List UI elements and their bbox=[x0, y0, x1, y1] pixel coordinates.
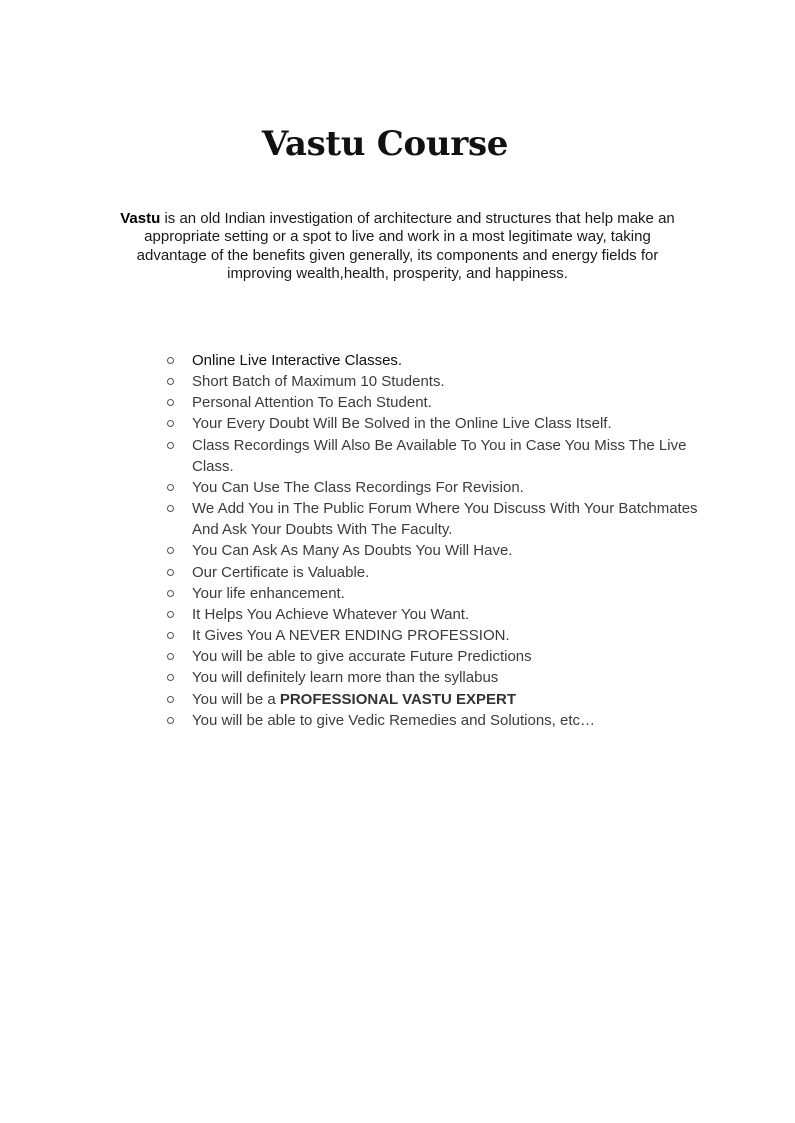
list-item bbox=[163, 477, 703, 498]
list-item bbox=[163, 540, 703, 561]
list-item-text: You will be able to give Vedic Remedies and Solutions, etc… bbox=[192, 711, 596, 729]
list-item-text: It Gives You A NEVER ENDING PROFESSION. bbox=[192, 627, 510, 645]
page-title: Vastu Course bbox=[261, 124, 509, 164]
hollow-circle-bullet-icon bbox=[167, 357, 174, 364]
intro-lead-term: Vastu bbox=[120, 210, 161, 227]
hollow-circle-bullet-icon bbox=[167, 632, 174, 639]
list-item-text: You Can Use The Class Recordings For Revision. bbox=[192, 478, 524, 496]
hollow-circle-bullet-icon bbox=[167, 717, 174, 724]
list-item bbox=[163, 350, 703, 371]
list-item-text: Class Recordings Will Also Be Available To You in Case You Miss The Live Class. bbox=[192, 436, 687, 475]
list-item bbox=[163, 710, 703, 731]
intro-paragraph bbox=[120, 210, 675, 284]
list-item bbox=[163, 689, 703, 710]
list-item bbox=[163, 371, 703, 392]
hollow-circle-bullet-icon bbox=[167, 590, 174, 597]
list-item-text: Short Batch of Maximum 10 Students. bbox=[192, 373, 445, 391]
list-item-text: Our Certificate is Valuable. bbox=[192, 563, 370, 581]
list-item bbox=[163, 435, 703, 477]
list-item bbox=[163, 392, 703, 413]
list-item-text: Your life enhancement. bbox=[192, 584, 345, 602]
hollow-circle-bullet-icon bbox=[167, 399, 174, 406]
list-item bbox=[163, 646, 703, 667]
professional-vastu-expert-emphasis: PROFESSIONAL VASTU EXPERT bbox=[279, 690, 516, 708]
hollow-circle-bullet-icon bbox=[167, 505, 174, 512]
hollow-circle-bullet-icon bbox=[167, 611, 174, 618]
list-item bbox=[163, 604, 703, 625]
list-item bbox=[163, 498, 703, 540]
list-item bbox=[163, 667, 703, 688]
list-item-text: You Can Ask As Many As Doubts You Will Have. bbox=[192, 542, 513, 560]
list-item bbox=[163, 583, 703, 604]
list-item-text: You will be able to give accurate Future Predictions bbox=[192, 648, 532, 666]
list-item-text: Online Live Interactive Classes. bbox=[192, 352, 403, 369]
list-item bbox=[163, 562, 703, 583]
hollow-circle-bullet-icon bbox=[167, 378, 174, 385]
list-item bbox=[163, 413, 703, 434]
list-item-text: Your Every Doubt Will Be Solved in the Online Live Class Itself. bbox=[192, 415, 612, 433]
hollow-circle-bullet-icon bbox=[167, 547, 174, 554]
list-item-text: It Helps You Achieve Whatever You Want. bbox=[192, 605, 470, 623]
intro-text: is an old Indian investigation of architecture and structures that help make an appropriate setting or a spot to live and work in a most legitimate way, taking advantage of the benefits given generally, its components and energy fields for improving wealth,health, prosperity, and happiness. bbox=[136, 210, 675, 283]
hollow-circle-bullet-icon bbox=[167, 696, 174, 703]
list-item-text: We Add You in The Public Forum Where You Discuss With Your Batchmates And Ask Your Doubts With The Faculty. bbox=[192, 500, 698, 539]
features-list bbox=[163, 350, 703, 731]
list-item bbox=[163, 625, 703, 646]
hollow-circle-bullet-icon bbox=[167, 674, 174, 681]
hollow-circle-bullet-icon bbox=[167, 420, 174, 427]
list-item-prefix: You will be a bbox=[192, 690, 280, 708]
list-item-text: Personal Attention To Each Student. bbox=[192, 394, 432, 412]
hollow-circle-bullet-icon bbox=[167, 442, 174, 449]
list-item-text: You will definitely learn more than the syllabus bbox=[192, 669, 499, 687]
hollow-circle-bullet-icon bbox=[167, 653, 174, 660]
hollow-circle-bullet-icon bbox=[167, 569, 174, 576]
hollow-circle-bullet-icon bbox=[167, 484, 174, 491]
